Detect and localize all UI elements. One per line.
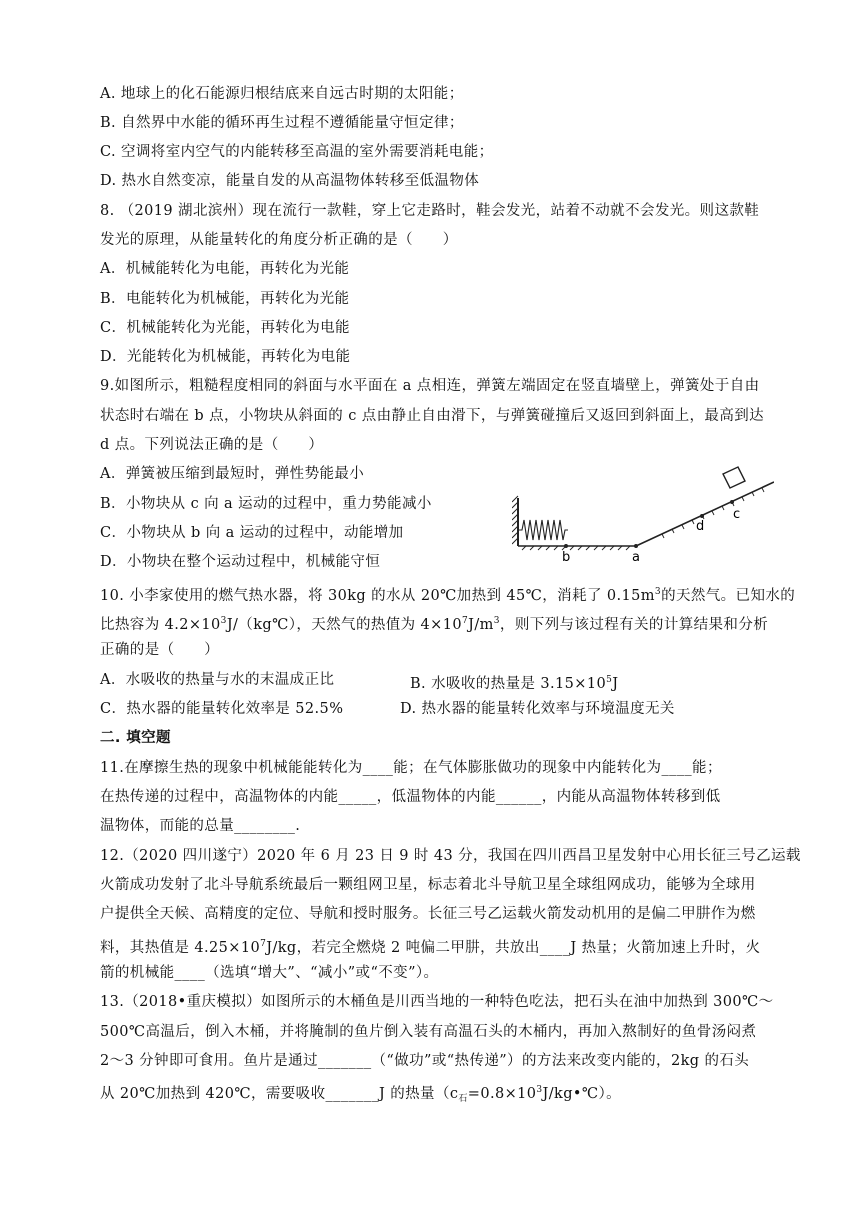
q7-option-c: C. 空调将室内空气的内能转移至高温的室外需要消耗电能； [100,144,494,160]
point-a [634,544,638,548]
q9-option-d: D．小物块在整个运动过程中，机械能守恒 [100,554,381,570]
section-heading: 二. 填空题 [100,730,171,746]
label-a: a [632,550,640,562]
point-d [700,514,704,518]
label-c: c [733,507,741,522]
q12-line1: 12.（2020 四川遂宁）2020 年 6 月 23 日 9 时 43 分，我国在四川西昌卫星发射中心用长征三号乙运载 [100,848,801,864]
q9-stem-line2: 状态时右端在 b 点，小物块从斜面的 c 点由静止自由滑下，与弹簧碰撞后又返回到斜面上，最高到达 [100,408,765,424]
q10-option-b: B. 水吸收的热量是 $3.15\times 10^5J$ [410,675,619,692]
q13-line3: 2～3 分钟即可食用。鱼片是通过_______（“做功”或“热传递”）的方法来改变内能的，2kg 的石头 [100,1053,750,1069]
q8-option-a: A．机械能转化为电能，再转化为光能 [100,261,350,277]
spring-ramp-figure [512,462,774,562]
q10-stem-line1: 10. 小李家使用的燃气热水器，将 30kg 的水从 20℃加热到 45℃，消耗了 $0.15m^3$的天然气。已知水的 [100,587,796,604]
q9-option-c: C．小物块从 b 向 a 运动的过程中，动能增加 [100,525,404,541]
q12-line5: 箭的机械能____（选填“增大”、“减小”或“不变”）。 [100,965,439,981]
q10-option-c: C．热水器的能量转化效率是 52.5% [100,701,344,717]
q7-option-d: D. 热水自然变凉，能量自发的从高温物体转移至低温物体 [100,173,480,189]
block [723,467,745,488]
q12-line3: 户提供全天候、高精度的定位、导航和授时服务。长征三号乙运载火箭发动机用的是偏二甲肼作为燃 [100,906,756,922]
q8-stem-line2: 发光的原理，从能量转化的角度分析正确的是（ ） [100,232,458,248]
q10-stem-line3: 正确的是（ ） [100,642,220,658]
ramp-line [636,482,774,546]
q7-option-b: B. 自然界中水能的循环再生过程不遵循能量守恒定律； [100,115,464,131]
q10-option-a: A．水吸收的热量与水的末温成正比 [100,672,335,688]
q13-line2: 500℃高温后，倒入木桶，并将腌制的鱼片倒入装有高温石头的木桶内，再加入熬制好的鱼骨汤闷煮 [100,1024,757,1040]
q10-stem-line2: 比热容为 $4.2\times 10^3J/(kg℃)$，天然气的热值为 $4\times 10^7J/m^3$，则下列与该过程有关的计算结果和分析 [100,616,769,633]
point-c [730,500,734,504]
q13-line1: 13.（2018•重庆模拟）如图所示的木桶鱼是川西当地的一种特色吃法，把石头在油中加热到 300℃～ [100,994,774,1010]
spring [518,520,568,540]
q9-option-b: B．小物块从 c 向 a 运动的过程中，重力势能减小 [100,496,432,512]
q11-line3: 温物体，而能的总量________. [100,818,301,834]
ramp-hatch [662,488,764,538]
label-d: d [696,519,705,534]
q8-option-d: D．光能转化为机械能，再转化为电能 [100,349,351,365]
label-b: b [562,550,571,562]
q12-line4: 料，其热值是 $4.25\times 10^7J/kg$，若完全燃烧 2 吨偏二甲肼，共放出____J 热量；火箭加速上升时，火 [100,939,761,956]
q11-line1: 11.在摩擦生热的现象中机械能能转化为____能；在气体膨胀做功的现象中内能转化为____能； [100,760,722,776]
q9-stem-line1: 9.如图所示，粗糙程度相同的斜面与水平面在 a 点相连，弹簧左端固定在竖直墙壁上，弹簧处于自由 [100,378,760,394]
q9-option-a: A．弹簧被压缩到最短时，弹性势能最小 [100,466,365,482]
q9-stem-line3: d 点。下列说法正确的是（ ） [100,437,324,453]
q8-option-c: C．机械能转化为光能，再转化为电能 [100,320,350,336]
q10-option-d: D. 热水器的能量转化效率与环境温度无关 [400,701,675,717]
q13-line4: 从 20℃加热到 420℃，需要吸收_______J 的热量$(c_石=0.8\times 10^3J/kg•℃)$。 [100,1085,622,1104]
q12-line2: 火箭成功发射了北斗导航系统最后一颗组网卫星，标志着北斗导航卫星全球组网成功，能够为全球用 [100,877,756,893]
point-b [564,544,568,548]
q7-option-a: A. 地球上的化石能源归根结底来自远古时期的太阳能； [100,86,464,102]
q11-line2: 在热传递的过程中，高温物体的内能_____，低温物体的内能______，内能从高温物体转移到低 [100,789,721,805]
q8-option-b: B．电能转化为机械能，再转化为光能 [100,291,350,307]
q8-stem-line1: 8. （2019 湖北滨州）现在流行一款鞋，穿上它走路时，鞋会发光，站着不动就不会发光。则这款鞋 [100,203,760,219]
